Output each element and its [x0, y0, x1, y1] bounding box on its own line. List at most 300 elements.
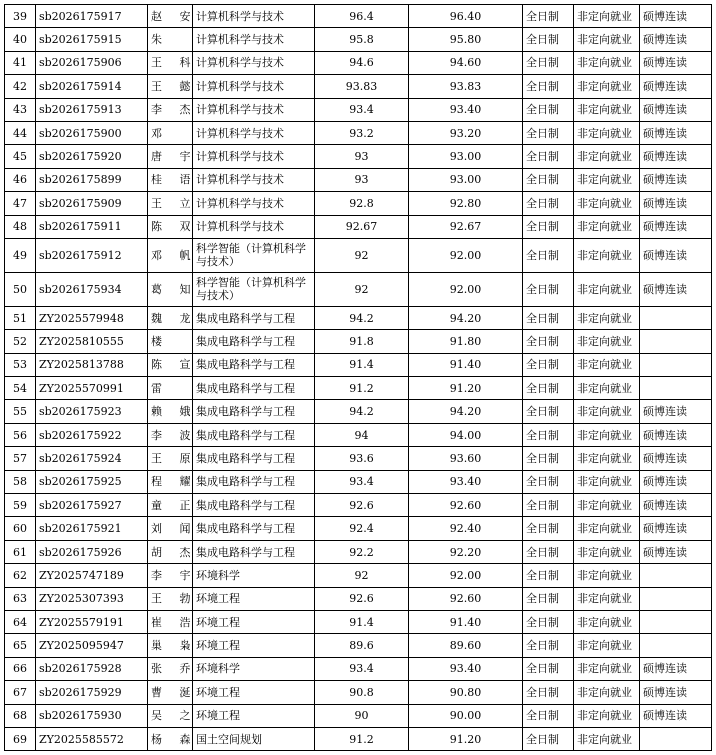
score-raw: 91.2 [315, 377, 409, 400]
study-mode: 全日制 [523, 540, 574, 563]
applicant-name: 葛 知 [148, 272, 193, 306]
score-total: 92.60 [409, 587, 523, 610]
program-note: 硕博连读 [640, 517, 712, 540]
score-raw: 92.67 [315, 215, 409, 238]
row-index: 48 [5, 215, 36, 238]
score-total: 93.40 [409, 470, 523, 493]
major-name: 计算机科学与技术 [193, 215, 315, 238]
score-raw: 91.2 [315, 727, 409, 750]
applicant-name: 朱 [148, 28, 193, 51]
score-raw: 92.2 [315, 540, 409, 563]
program-note: 硕博连读 [640, 51, 712, 74]
major-name: 计算机科学与技术 [193, 192, 315, 215]
score-raw: 93.83 [315, 75, 409, 98]
major-name: 集成电路科学与工程 [193, 330, 315, 353]
applicant-name: 王 懿 [148, 75, 193, 98]
major-name: 集成电路科学与工程 [193, 377, 315, 400]
score-raw: 92.4 [315, 517, 409, 540]
employment-type: 非定向就业 [574, 306, 640, 329]
program-note: 硕博连读 [640, 447, 712, 470]
row-index: 43 [5, 98, 36, 121]
applicant-name: 楼 [148, 330, 193, 353]
applicant-id: sb2026175924 [36, 447, 148, 470]
score-total: 92.00 [409, 238, 523, 272]
program-note: 硕博连读 [640, 272, 712, 306]
table-row [5, 447, 712, 470]
study-mode: 全日制 [523, 51, 574, 74]
employment-type: 非定向就业 [574, 98, 640, 121]
employment-type: 非定向就业 [574, 238, 640, 272]
major-name: 集成电路科学与工程 [193, 400, 315, 423]
program-note: 硕博连读 [640, 5, 712, 28]
row-index: 45 [5, 145, 36, 168]
score-total: 91.20 [409, 727, 523, 750]
study-mode: 全日制 [523, 192, 574, 215]
applicant-id: sb2026175912 [36, 238, 148, 272]
program-note: 硕博连读 [640, 168, 712, 191]
score-raw: 93.6 [315, 447, 409, 470]
roster-body [5, 5, 712, 751]
applicant-id: sb2026175917 [36, 5, 148, 28]
score-raw: 93.4 [315, 470, 409, 493]
applicant-name: 魏 龙 [148, 306, 193, 329]
applicant-name: 李 杰 [148, 98, 193, 121]
employment-type: 非定向就业 [574, 540, 640, 563]
applicant-name: 赵 安 [148, 5, 193, 28]
applicant-id: sb2026175911 [36, 215, 148, 238]
applicant-id: sb2026175925 [36, 470, 148, 493]
table-row [5, 5, 712, 28]
applicant-name: 刘 闻 [148, 517, 193, 540]
row-index: 56 [5, 423, 36, 446]
table-row [5, 470, 712, 493]
applicant-name: 李 宇 [148, 564, 193, 587]
employment-type: 非定向就业 [574, 5, 640, 28]
score-raw: 91.4 [315, 353, 409, 376]
score-raw: 94.2 [315, 306, 409, 329]
score-total: 91.40 [409, 353, 523, 376]
score-raw: 92.6 [315, 494, 409, 517]
score-total: 94.00 [409, 423, 523, 446]
applicant-name: 唐 宇 [148, 145, 193, 168]
score-raw: 94.6 [315, 51, 409, 74]
study-mode: 全日制 [523, 447, 574, 470]
study-mode: 全日制 [523, 145, 574, 168]
row-index: 62 [5, 564, 36, 587]
major-name: 环境工程 [193, 704, 315, 727]
score-total: 90.80 [409, 681, 523, 704]
major-name: 计算机科学与技术 [193, 28, 315, 51]
study-mode: 全日制 [523, 681, 574, 704]
score-raw: 93 [315, 168, 409, 191]
applicant-name: 桂 语 [148, 168, 193, 191]
applicant-id: ZY2025747189 [36, 564, 148, 587]
score-total: 92.00 [409, 564, 523, 587]
applicant-id: ZY2025585572 [36, 727, 148, 750]
score-total: 92.80 [409, 192, 523, 215]
employment-type: 非定向就业 [574, 51, 640, 74]
study-mode: 全日制 [523, 215, 574, 238]
study-mode: 全日制 [523, 400, 574, 423]
employment-type: 非定向就业 [574, 192, 640, 215]
table-row [5, 192, 712, 215]
applicant-name: 崔 浩 [148, 610, 193, 633]
row-index: 41 [5, 51, 36, 74]
score-total: 93.83 [409, 75, 523, 98]
score-raw: 90.8 [315, 681, 409, 704]
table-row [5, 681, 712, 704]
applicant-id: sb2026175929 [36, 681, 148, 704]
row-index: 52 [5, 330, 36, 353]
program-note: 硕博连读 [640, 75, 712, 98]
score-total: 91.40 [409, 610, 523, 633]
row-index: 68 [5, 704, 36, 727]
applicant-id: sb2026175926 [36, 540, 148, 563]
score-total: 93.00 [409, 168, 523, 191]
score-raw: 93 [315, 145, 409, 168]
table-row [5, 727, 712, 750]
score-raw: 91.4 [315, 610, 409, 633]
major-name: 计算机科学与技术 [193, 168, 315, 191]
applicant-id: sb2026175930 [36, 704, 148, 727]
score-raw: 90 [315, 704, 409, 727]
program-note: 硕博连读 [640, 145, 712, 168]
major-name: 国土空间规划 [193, 727, 315, 750]
row-index: 57 [5, 447, 36, 470]
major-name: 环境科学 [193, 657, 315, 680]
score-total: 92.20 [409, 540, 523, 563]
employment-type: 非定向就业 [574, 75, 640, 98]
employment-type: 非定向就业 [574, 121, 640, 144]
score-raw: 94.2 [315, 400, 409, 423]
major-name: 计算机科学与技术 [193, 121, 315, 144]
table-row [5, 564, 712, 587]
applicant-id: sb2026175909 [36, 192, 148, 215]
score-raw: 95.8 [315, 28, 409, 51]
row-index: 49 [5, 238, 36, 272]
program-note [640, 727, 712, 750]
table-row [5, 353, 712, 376]
applicant-name: 赖 娥 [148, 400, 193, 423]
applicant-id: ZY2025570991 [36, 377, 148, 400]
major-name: 集成电路科学与工程 [193, 447, 315, 470]
major-name: 环境科学 [193, 564, 315, 587]
employment-type: 非定向就业 [574, 400, 640, 423]
table-row [5, 272, 712, 306]
study-mode: 全日制 [523, 517, 574, 540]
applicant-id: ZY2025810555 [36, 330, 148, 353]
table-row [5, 28, 712, 51]
applicant-name: 雷 [148, 377, 193, 400]
score-raw: 92 [315, 238, 409, 272]
applicant-name: 陈 宣 [148, 353, 193, 376]
table-row [5, 423, 712, 446]
employment-type: 非定向就业 [574, 610, 640, 633]
table-row [5, 98, 712, 121]
applicant-id: sb2026175913 [36, 98, 148, 121]
row-index: 65 [5, 634, 36, 657]
applicant-name: 李 波 [148, 423, 193, 446]
row-index: 46 [5, 168, 36, 191]
applicant-name: 吴 之 [148, 704, 193, 727]
major-name: 集成电路科学与工程 [193, 306, 315, 329]
table-row [5, 75, 712, 98]
applicant-id: sb2026175915 [36, 28, 148, 51]
row-index: 64 [5, 610, 36, 633]
study-mode: 全日制 [523, 272, 574, 306]
program-note: 硕博连读 [640, 704, 712, 727]
applicant-id: sb2026175927 [36, 494, 148, 517]
study-mode: 全日制 [523, 610, 574, 633]
study-mode: 全日制 [523, 238, 574, 272]
table-row [5, 634, 712, 657]
applicant-id: ZY2025095947 [36, 634, 148, 657]
row-index: 59 [5, 494, 36, 517]
program-note [640, 634, 712, 657]
admission-roster-table [4, 4, 712, 751]
major-name: 集成电路科学与工程 [193, 353, 315, 376]
study-mode: 全日制 [523, 704, 574, 727]
applicant-name: 王 原 [148, 447, 193, 470]
employment-type: 非定向就业 [574, 447, 640, 470]
applicant-id: sb2026175921 [36, 517, 148, 540]
score-total: 91.80 [409, 330, 523, 353]
row-index: 55 [5, 400, 36, 423]
row-index: 67 [5, 681, 36, 704]
table-row [5, 51, 712, 74]
employment-type: 非定向就业 [574, 470, 640, 493]
applicant-name: 王 科 [148, 51, 193, 74]
applicant-id: sb2026175920 [36, 145, 148, 168]
study-mode: 全日制 [523, 121, 574, 144]
major-name: 科学智能（计算机科学与技术） [193, 238, 315, 272]
major-name: 环境工程 [193, 610, 315, 633]
study-mode: 全日制 [523, 306, 574, 329]
study-mode: 全日制 [523, 657, 574, 680]
major-name: 科学智能（计算机科学与技术） [193, 272, 315, 306]
employment-type: 非定向就业 [574, 423, 640, 446]
score-raw: 92 [315, 564, 409, 587]
score-raw: 92.6 [315, 587, 409, 610]
program-note [640, 377, 712, 400]
study-mode: 全日制 [523, 494, 574, 517]
study-mode: 全日制 [523, 330, 574, 353]
applicant-id: sb2026175923 [36, 400, 148, 423]
major-name: 环境工程 [193, 681, 315, 704]
major-name: 集成电路科学与工程 [193, 423, 315, 446]
program-note [640, 306, 712, 329]
major-name: 环境工程 [193, 587, 315, 610]
employment-type: 非定向就业 [574, 145, 640, 168]
score-total: 94.20 [409, 400, 523, 423]
score-raw: 92.8 [315, 192, 409, 215]
program-note: 硕博连读 [640, 681, 712, 704]
program-note: 硕博连读 [640, 28, 712, 51]
study-mode: 全日制 [523, 353, 574, 376]
applicant-name: 胡 杰 [148, 540, 193, 563]
study-mode: 全日制 [523, 634, 574, 657]
score-total: 93.00 [409, 145, 523, 168]
score-total: 95.80 [409, 28, 523, 51]
table-row [5, 517, 712, 540]
applicant-name: 巢 枭 [148, 634, 193, 657]
row-index: 39 [5, 5, 36, 28]
table-row [5, 400, 712, 423]
score-total: 93.40 [409, 657, 523, 680]
score-total: 90.00 [409, 704, 523, 727]
employment-type: 非定向就业 [574, 168, 640, 191]
study-mode: 全日制 [523, 168, 574, 191]
employment-type: 非定向就业 [574, 272, 640, 306]
applicant-id: sb2026175914 [36, 75, 148, 98]
major-name: 集成电路科学与工程 [193, 470, 315, 493]
row-index: 44 [5, 121, 36, 144]
study-mode: 全日制 [523, 564, 574, 587]
employment-type: 非定向就业 [574, 517, 640, 540]
major-name: 环境工程 [193, 634, 315, 657]
study-mode: 全日制 [523, 423, 574, 446]
study-mode: 全日制 [523, 587, 574, 610]
row-index: 58 [5, 470, 36, 493]
employment-type: 非定向就业 [574, 587, 640, 610]
score-raw: 94 [315, 423, 409, 446]
applicant-name: 张 乔 [148, 657, 193, 680]
major-name: 集成电路科学与工程 [193, 540, 315, 563]
table-row [5, 704, 712, 727]
employment-type: 非定向就业 [574, 704, 640, 727]
program-note: 硕博连读 [640, 238, 712, 272]
employment-type: 非定向就业 [574, 494, 640, 517]
applicant-id: ZY2025579191 [36, 610, 148, 633]
row-index: 47 [5, 192, 36, 215]
applicant-name: 曹 涎 [148, 681, 193, 704]
row-index: 40 [5, 28, 36, 51]
row-index: 60 [5, 517, 36, 540]
applicant-id: ZY2025307393 [36, 587, 148, 610]
program-note [640, 564, 712, 587]
program-note: 硕博连读 [640, 423, 712, 446]
program-note [640, 353, 712, 376]
row-index: 54 [5, 377, 36, 400]
applicant-id: sb2026175928 [36, 657, 148, 680]
score-total: 92.40 [409, 517, 523, 540]
employment-type: 非定向就业 [574, 377, 640, 400]
score-raw: 92 [315, 272, 409, 306]
employment-type: 非定向就业 [574, 330, 640, 353]
employment-type: 非定向就业 [574, 634, 640, 657]
major-name: 计算机科学与技术 [193, 51, 315, 74]
major-name: 计算机科学与技术 [193, 98, 315, 121]
score-raw: 89.6 [315, 634, 409, 657]
row-index: 51 [5, 306, 36, 329]
table-row [5, 330, 712, 353]
applicant-id: sb2026175934 [36, 272, 148, 306]
table-row [5, 377, 712, 400]
employment-type: 非定向就业 [574, 681, 640, 704]
table-row [5, 145, 712, 168]
applicant-name: 邓 帆 [148, 238, 193, 272]
score-total: 94.20 [409, 306, 523, 329]
row-index: 61 [5, 540, 36, 563]
major-name: 计算机科学与技术 [193, 75, 315, 98]
score-total: 94.60 [409, 51, 523, 74]
score-total: 93.20 [409, 121, 523, 144]
program-note: 硕博连读 [640, 540, 712, 563]
score-total: 93.40 [409, 98, 523, 121]
study-mode: 全日制 [523, 470, 574, 493]
row-index: 53 [5, 353, 36, 376]
row-index: 42 [5, 75, 36, 98]
employment-type: 非定向就业 [574, 28, 640, 51]
score-raw: 91.8 [315, 330, 409, 353]
applicant-id: sb2026175922 [36, 423, 148, 446]
program-note: 硕博连读 [640, 494, 712, 517]
score-total: 89.60 [409, 634, 523, 657]
program-note [640, 610, 712, 633]
major-name: 集成电路科学与工程 [193, 494, 315, 517]
study-mode: 全日制 [523, 727, 574, 750]
program-note: 硕博连读 [640, 400, 712, 423]
applicant-id: sb2026175899 [36, 168, 148, 191]
study-mode: 全日制 [523, 75, 574, 98]
score-total: 92.67 [409, 215, 523, 238]
applicant-name: 童 正 [148, 494, 193, 517]
study-mode: 全日制 [523, 28, 574, 51]
score-total: 92.60 [409, 494, 523, 517]
study-mode: 全日制 [523, 98, 574, 121]
program-note [640, 330, 712, 353]
study-mode: 全日制 [523, 5, 574, 28]
applicant-name: 邓 [148, 121, 193, 144]
row-index: 50 [5, 272, 36, 306]
score-raw: 93.2 [315, 121, 409, 144]
table-row [5, 587, 712, 610]
applicant-name: 程 耀 [148, 470, 193, 493]
major-name: 计算机科学与技术 [193, 5, 315, 28]
major-name: 集成电路科学与工程 [193, 517, 315, 540]
score-total: 93.60 [409, 447, 523, 470]
table-row [5, 168, 712, 191]
table-row [5, 657, 712, 680]
score-raw: 93.4 [315, 98, 409, 121]
program-note: 硕博连读 [640, 470, 712, 493]
score-raw: 93.4 [315, 657, 409, 680]
table-row [5, 306, 712, 329]
applicant-name: 陈 双 [148, 215, 193, 238]
applicant-id: ZY2025579948 [36, 306, 148, 329]
row-index: 63 [5, 587, 36, 610]
program-note: 硕博连读 [640, 657, 712, 680]
score-total: 96.40 [409, 5, 523, 28]
score-raw: 96.4 [315, 5, 409, 28]
applicant-id: ZY2025813788 [36, 353, 148, 376]
applicant-id: sb2026175906 [36, 51, 148, 74]
program-note: 硕博连读 [640, 192, 712, 215]
applicant-name: 杨 森 [148, 727, 193, 750]
employment-type: 非定向就业 [574, 657, 640, 680]
major-name: 计算机科学与技术 [193, 145, 315, 168]
program-note [640, 587, 712, 610]
table-row [5, 121, 712, 144]
program-note: 硕博连读 [640, 98, 712, 121]
applicant-name: 王 勃 [148, 587, 193, 610]
table-row [5, 494, 712, 517]
table-row [5, 238, 712, 272]
employment-type: 非定向就业 [574, 353, 640, 376]
table-row [5, 215, 712, 238]
applicant-name: 王 立 [148, 192, 193, 215]
employment-type: 非定向就业 [574, 215, 640, 238]
